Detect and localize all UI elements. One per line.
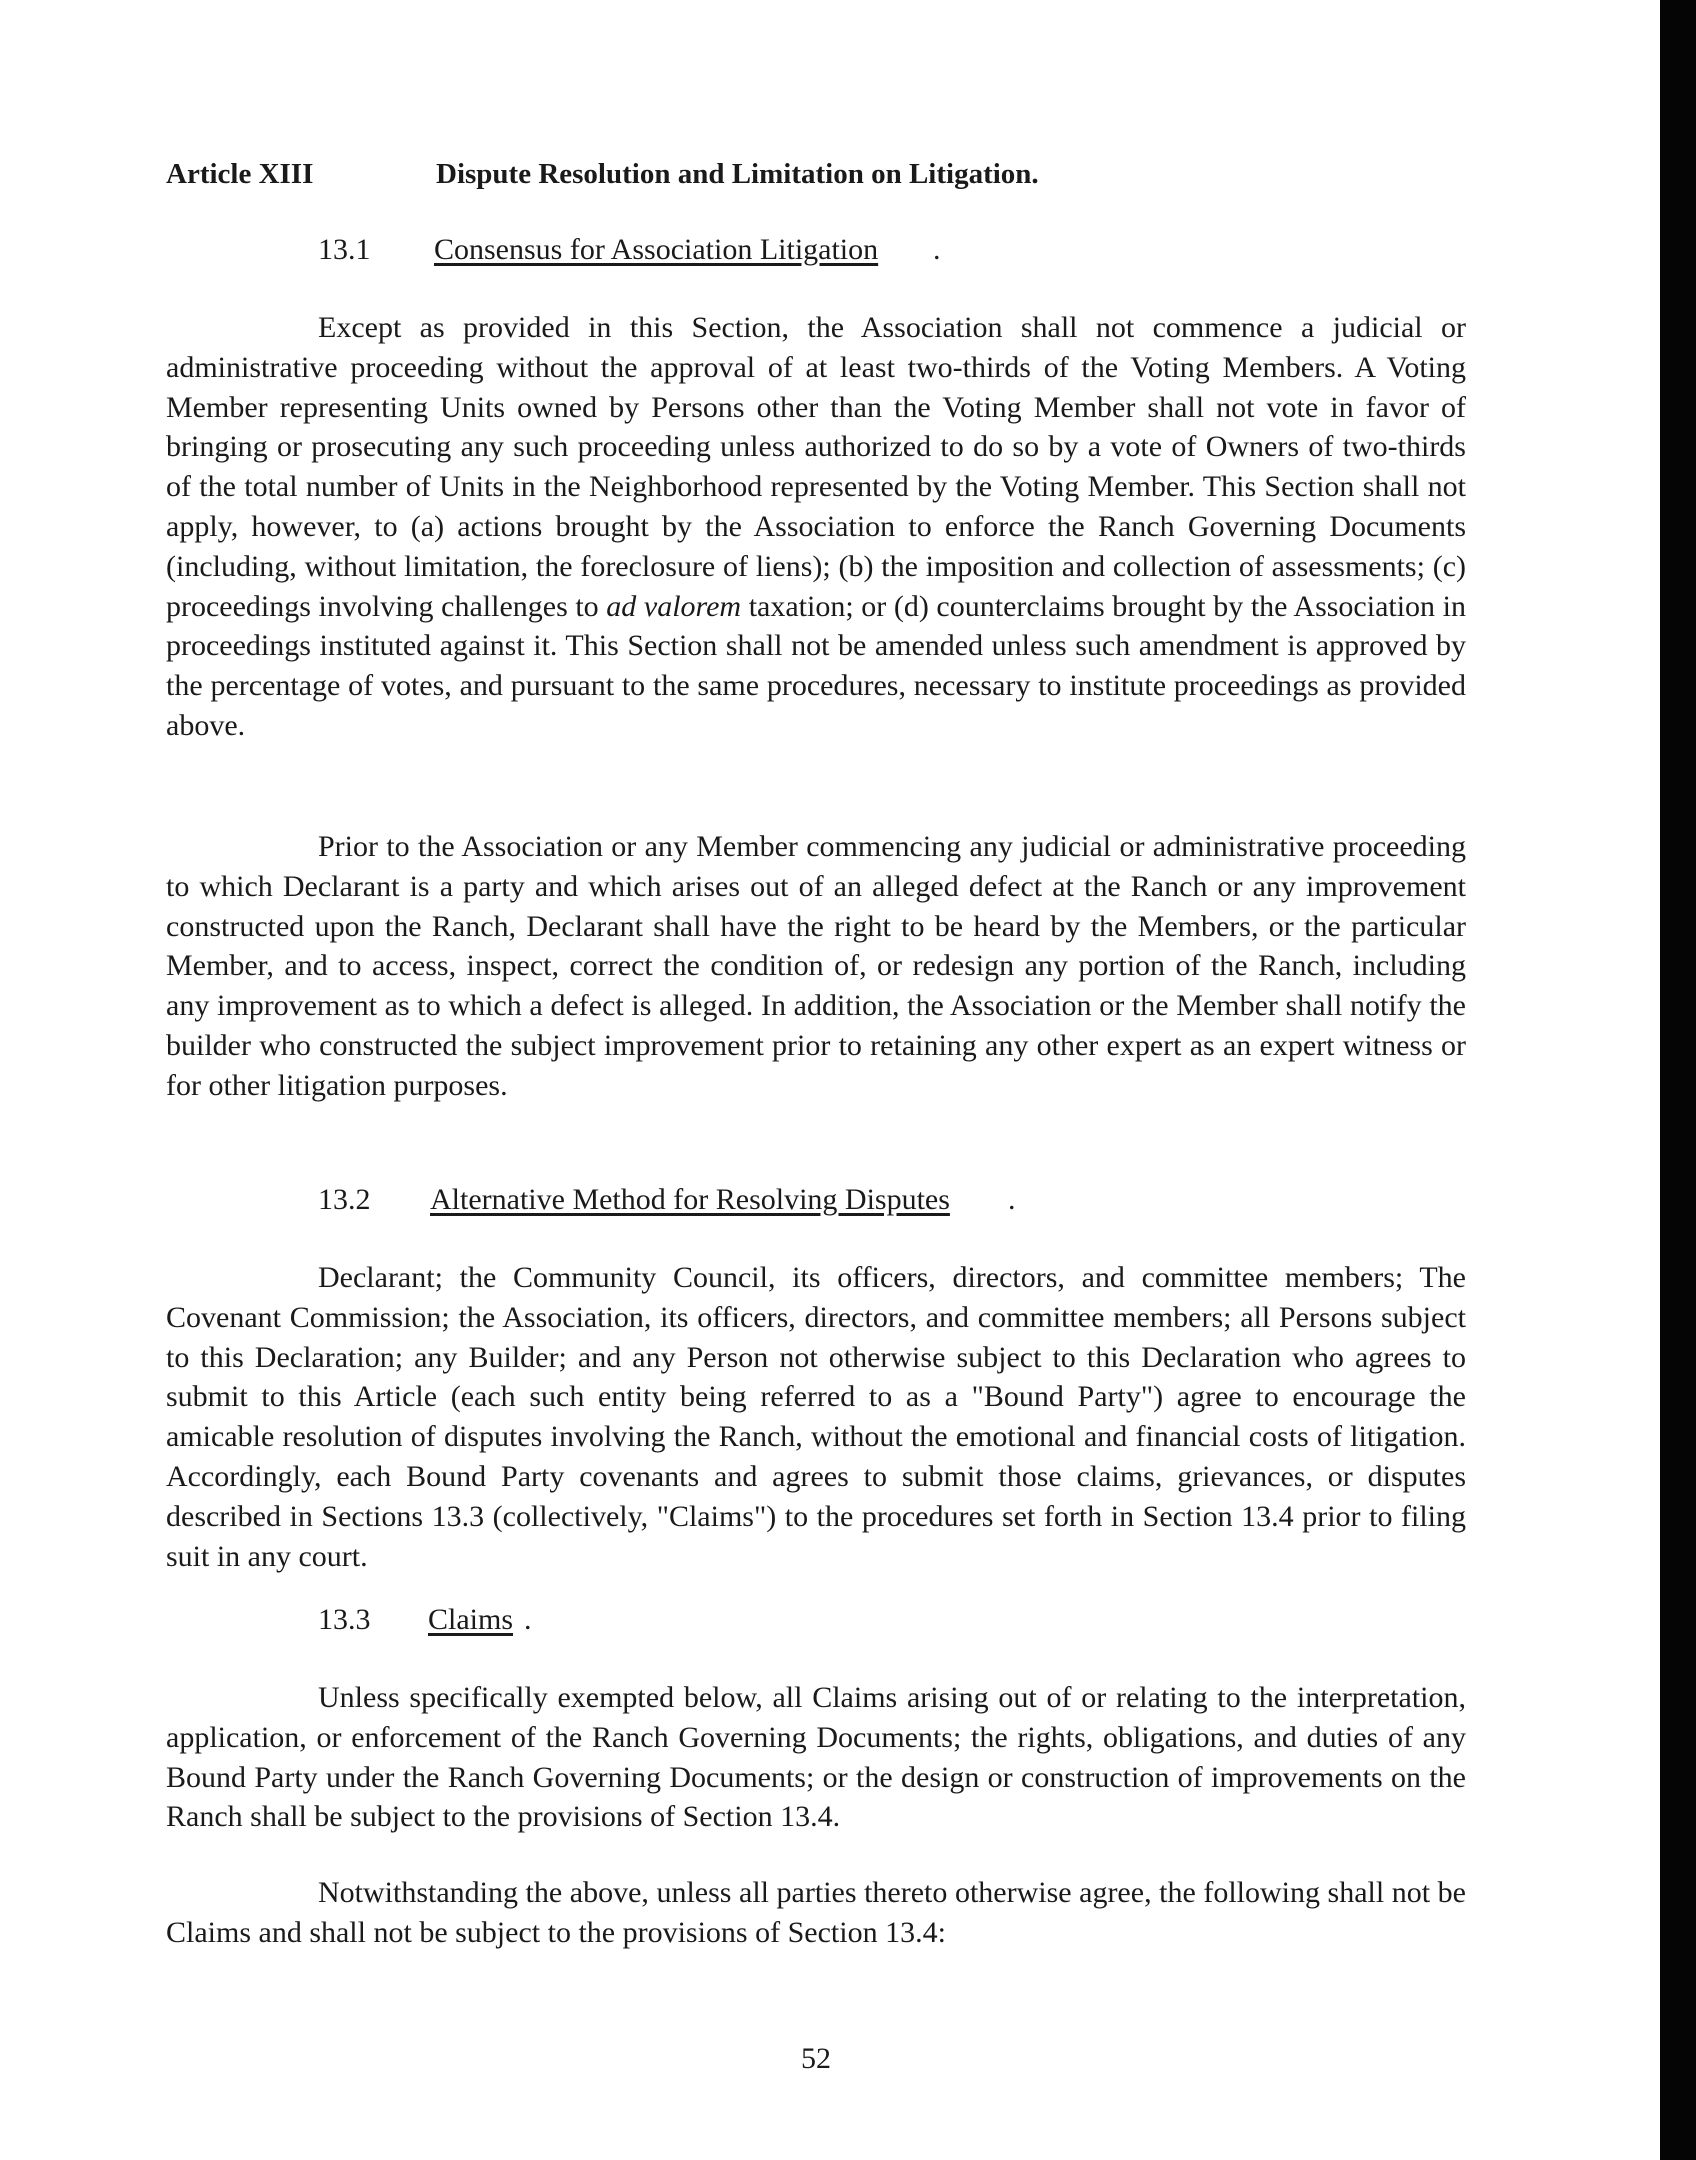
page-number: 52 xyxy=(801,2042,831,2075)
section-title: Alternative Method for Resolving Disputes xyxy=(430,1183,950,1216)
article-number: Article XIII xyxy=(166,158,314,190)
scan-edge-bar xyxy=(1660,0,1696,2160)
section-title: Consensus for Association Litigation xyxy=(434,233,879,266)
section-number: 13.2 xyxy=(318,1183,371,1216)
paragraph-13-1-a: Except as provided in this Section, the Association shall not commence a judicial or administrative proceeding without the approval of at least two-thirds of the Voting Members. A Voting Member representing Units owned by Persons other than the Voting Member shall not vote in favor of bringing or prosecuting any such proceeding unless authorized to do so by a vote of Owners of two-thirds of the total number of Units in the Neighborhood represented by the Voting Member. This Section shall not apply, however, to (a) actions brought by the Association to enforce the Ranch Governing Documents (including, without limitation, the foreclosure of liens); (b) the imposition and collection of assessments; (c) proceedings involving challenges to ad valorem taxation; or (d) counterclaims brought by the Association in proceedings instituted against it. This Section shall not be amended unless such amendment is approved by the percentage of votes, and pursuant to the same procedures, necessary to institute proceedings as provided above. xyxy=(166,311,1466,742)
paragraph-13-3-a: Unless specifically exempted below, all Claims arising out of or relating to the interpretation, application, or enforcement of the Ranch Governing Documents; the rights, obligations, and duties of any Bound Party under the Ranch Governing Documents; or the design or construction of improvements on the Ranch shall be subject to the provisions of Section 13.4. xyxy=(166,1681,1466,1834)
paragraph-13-3-b: Notwithstanding the above, unless all parties thereto otherwise agree, the following shall not be Claims and shall not be subject to the provisions of Section 13.4: xyxy=(166,1876,1466,1949)
section-number: 13.3 xyxy=(318,1603,371,1636)
article-title: Dispute Resolution and Limitation on Litigation. xyxy=(436,158,1039,190)
section-title: Claims xyxy=(428,1603,514,1636)
section-number: 13.1 xyxy=(318,233,371,266)
paragraph-13-1-b: Prior to the Association or any Member commencing any judicial or administrative proceeding to which Declarant is a party and which arises out of an alleged defect at the Ranch or any improvement constructed upon the Ranch, Declarant shall have the right to be heard by the Members, or the particular Member, and to access, inspect, correct the condition of, or redesign any portion of the Ranch, including any improvement as to which a defect is alleged. In addition, the Association or the Member shall notify the builder who constructed the subject improvement prior to retaining any other expert as an expert witness or for other litigation purposes. xyxy=(166,830,1466,1102)
paragraph-13-2: Declarant; the Community Council, its officers, directors, and committee members; The Covenant Commission; the Association, its officers, directors, and committee members; all Persons subject to this Declaration; any Builder; and any Person not otherwise subject to this Declaration who agrees to submit to this Article (each such entity being referred to as a "Bound Party") agree to encourage the amicable resolution of disputes involving the Ranch, without the emotional and financial costs of litigation. Accordingly, each Bound Party covenants and agrees to submit those claims, grievances, or disputes described in Sections 13.3 (collectively, "Claims") to the procedures set forth in Section 13.4 prior to filing suit in any court. xyxy=(166,1261,1466,1573)
